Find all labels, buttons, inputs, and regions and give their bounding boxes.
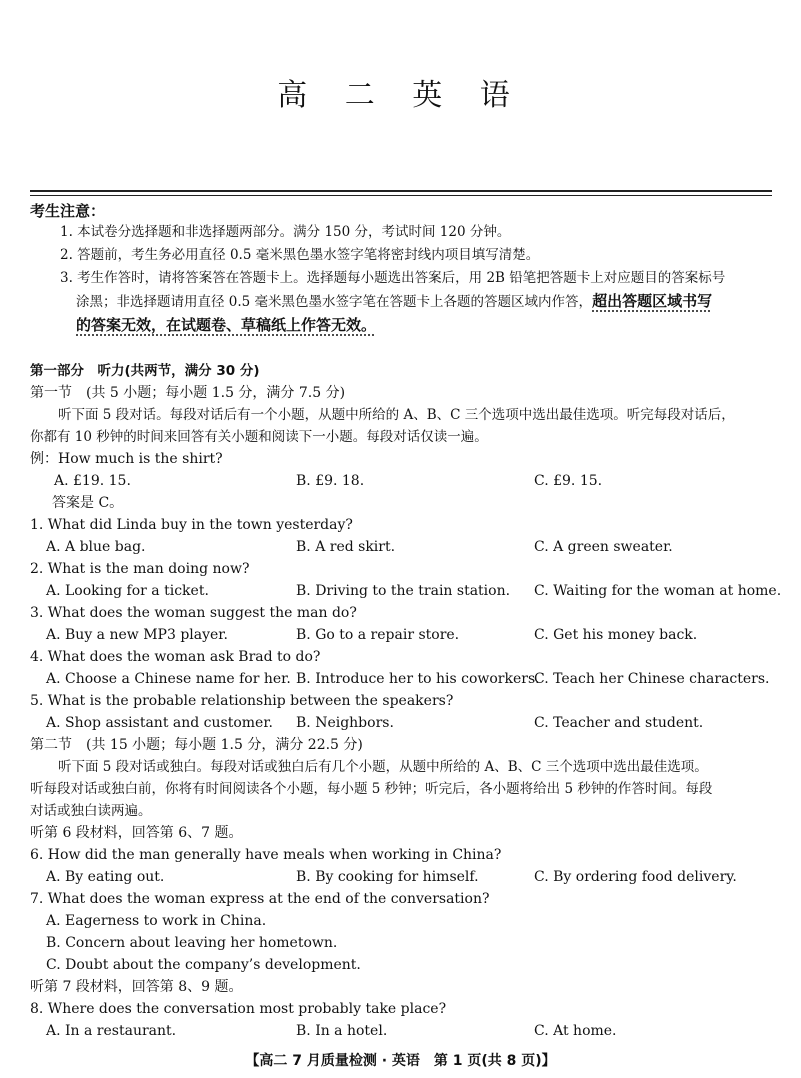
option-b: B. By cooking for himself.	[296, 869, 479, 885]
option-a: A. Eagerness to work in China.	[46, 913, 267, 929]
option-b: B. Concern about leaving her hometown.	[46, 935, 338, 951]
option-a: A. Looking for a ticket.	[46, 583, 209, 599]
section-instructions: 对话或独白读两遍。	[30, 803, 152, 819]
notice-heading: 考生注意：	[30, 202, 106, 220]
question-options	[30, 580, 782, 602]
option-a: A. £19. 15.	[54, 473, 131, 489]
question-options	[30, 1020, 775, 1042]
question-options	[30, 536, 775, 558]
notice-item-continuation	[76, 314, 775, 338]
notice-emphasis: 超出答题区域书写	[592, 292, 713, 310]
question: 1. What did Linda buy in the town yesterday?	[30, 517, 353, 533]
option-c: C. Waiting for the woman at home.	[534, 583, 782, 599]
material-label: 听第 7 段材料，回答第 8、9 题。	[30, 979, 243, 995]
exam-notice	[30, 200, 775, 338]
option-c: C. Teacher and student.	[534, 715, 704, 731]
header-rule-thin	[30, 195, 772, 196]
question-options	[30, 866, 775, 888]
material-label: 听第 6 段材料，回答第 6、7 题。	[30, 825, 243, 841]
option-a: A. Shop assistant and customer.	[46, 715, 273, 731]
part-heading: 第一部分 听力(共两节，满分 30 分)	[30, 363, 260, 379]
option-c: C. By ordering food delivery.	[534, 869, 737, 885]
option-c: C. Teach her Chinese characters.	[534, 671, 770, 687]
question-options	[30, 668, 775, 690]
option-c: C. Doubt about the company’s development.	[46, 957, 361, 973]
section-instructions: 听每段对话或独白前，你将有时间阅读各个小题，每小题 5 秒钟；听完后，各小题将给出 5 秒钟的作答时间。每段	[30, 781, 713, 797]
example-options	[30, 470, 775, 492]
question: 3. What does the woman suggest the man do?	[30, 605, 357, 621]
option-b: B. Driving to the train station.	[296, 583, 511, 599]
option-a: A. By eating out.	[46, 869, 165, 885]
option-a: A. A blue bag.	[46, 539, 146, 555]
question: 4. What does the woman ask Brad to do?	[30, 649, 321, 665]
question: 2. What is the man doing now?	[30, 561, 250, 577]
question-options	[30, 712, 775, 734]
notice-item: 1. 本试卷分选择题和非选择题两部分。满分 150 分，考试时间 120 分钟。	[60, 224, 511, 240]
section-heading: 第一节 (共 5 小题；每小题 1.5 分，满分 7.5 分)	[30, 385, 346, 401]
page-footer: 【高二 7 月质量检测 · 英语 第 1 页(共 8 页)】	[245, 1053, 556, 1069]
option-b: B. In a hotel.	[296, 1023, 388, 1039]
option-b: B. A red skirt.	[296, 539, 396, 555]
option-a: A. Choose a Chinese name for her.	[46, 671, 291, 687]
option-a: A. In a restaurant.	[46, 1023, 177, 1039]
option-c: C. At home.	[534, 1023, 617, 1039]
question: 7. What does the woman express at the end of the conversation?	[30, 891, 490, 907]
section-heading: 第二节 (共 15 小题；每小题 1.5 分，满分 22.5 分)	[30, 737, 363, 753]
section-instructions: 听下面 5 段对话或独白。每段对话或独白后有几个小题，从题中所给的 A、B、C 三个选项中选出最佳选项。	[58, 759, 708, 775]
notice-item: 2. 答题前，考生务必用直径 0.5 毫米黑色墨水签字笔将密封线内项目填写清楚。	[60, 247, 540, 263]
notice-emphasis: 的答案无效，在试题卷、草稿纸上作答无效。	[76, 316, 377, 334]
option-c: C. A green sweater.	[534, 539, 673, 555]
section-instructions: 听下面 5 段对话。每段对话后有一个小题，从题中所给的 A、B、C 三个选项中选出最佳选项。听完每段对话后，	[58, 407, 735, 423]
header-rule-thick	[30, 190, 772, 192]
option-c: C. £9. 15.	[534, 473, 603, 489]
example-question: 例：How much is the shirt?	[30, 451, 223, 467]
notice-item: 3. 考生作答时，请将答案答在答题卡上。选择题每小题选出答案后，用 2B 铅笔把答题卡上对应题目的答案标号	[60, 270, 726, 286]
option-b: B. Neighbors.	[296, 715, 394, 731]
notice-item-continuation	[76, 290, 775, 314]
option-c: C. Get his money back.	[534, 627, 698, 643]
notice-item3-cont: 涂黑；非选择题请用直径 0.5 毫米黑色墨水签字笔在答题卡上各题的答题区域内作答，	[76, 294, 593, 310]
option-b: B. Go to a repair store.	[296, 627, 460, 643]
question-options	[30, 624, 775, 646]
question: 8. Where does the conversation most probably take place?	[30, 1001, 447, 1017]
example-answer: 答案是 C。	[52, 495, 124, 511]
option-a: A. Buy a new MP3 player.	[46, 627, 228, 643]
page-title: 高 二 英 语	[277, 78, 524, 113]
question: 6. How did the man generally have meals when working in China?	[30, 847, 502, 863]
option-b: B. £9. 18.	[296, 473, 365, 489]
listening-section	[30, 360, 782, 1042]
option-b: B. Introduce her to his coworkers.	[296, 671, 540, 687]
question: 5. What is the probable relationship between the speakers?	[30, 693, 454, 709]
section-instructions: 你都有 10 秒钟的时间来回答有关小题和阅读下一小题。每段对话仅读一遍。	[30, 429, 488, 445]
